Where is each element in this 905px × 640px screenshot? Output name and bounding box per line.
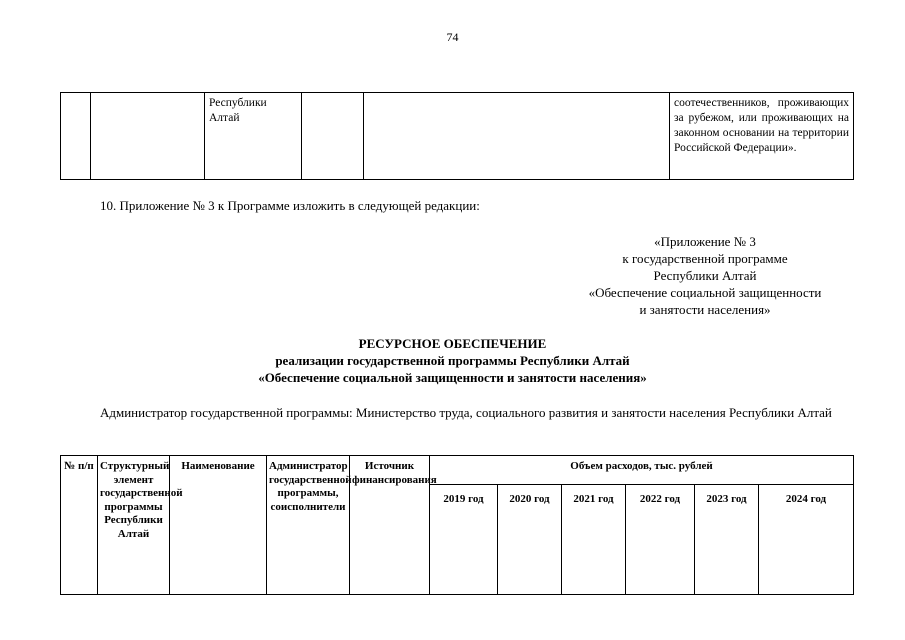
resource-table [60, 455, 854, 595]
header-name: Наименование [170, 456, 267, 595]
table-cell [670, 93, 854, 180]
appendix-line: к государственной программе [622, 251, 788, 266]
header-year: 2024 год [759, 485, 854, 595]
header-administrator: Администратор государственной программы, соисполнители [267, 456, 350, 595]
header-year: 2021 год [562, 485, 626, 595]
header-year: 2023 год [695, 485, 759, 595]
table-cell [302, 93, 364, 180]
header-year: 2022 год [626, 485, 695, 595]
section-heading [0, 335, 905, 386]
header-expenses: Объем расходов, тыс. рублей [430, 456, 854, 485]
header-year: 2020 год [498, 485, 562, 595]
table-cell [91, 93, 205, 180]
page-number: 74 [446, 30, 459, 44]
paragraph-10: 10. Приложение № 3 к Программе изложить в следующей редакции: [100, 198, 480, 213]
table-cell [61, 93, 91, 180]
appendix-line: и занятости населения» [639, 302, 771, 317]
continued-table [60, 92, 854, 180]
heading-line: реализации государственной программы Республики Алтай [275, 353, 630, 368]
header-element: Структурный элемент государственной программы Республики Алтай [98, 456, 170, 595]
appendix-line: Республики Алтай [653, 268, 757, 283]
appendix-line: «Приложение № 3 [654, 234, 756, 249]
table-cell [364, 93, 670, 180]
header-year: 2019 год [430, 485, 498, 595]
appendix-line: «Обеспечение социальной защищенности [588, 285, 822, 300]
heading-line: РЕСУРСНОЕ ОБЕСПЕЧЕНИЕ [358, 336, 547, 351]
header-source: Источник финансирования [350, 456, 430, 595]
header-num: № п/п [61, 456, 98, 595]
administrator-text: Администратор государственной программы: Министерство труда, социального развития и занятости населения Республики Алтай [100, 405, 832, 420]
cell-text: соотечественников, проживающих за рубежом, или проживающих на законном основании на территории Российской Федерации». [674, 97, 849, 154]
table-row [61, 456, 854, 485]
heading-line: «Обеспечение социальной защищенности и занятости населения» [258, 370, 647, 385]
table-cell [205, 93, 302, 180]
table-row [61, 93, 854, 180]
appendix-header [560, 233, 850, 318]
cell-text: Республики Алтай [209, 97, 267, 124]
